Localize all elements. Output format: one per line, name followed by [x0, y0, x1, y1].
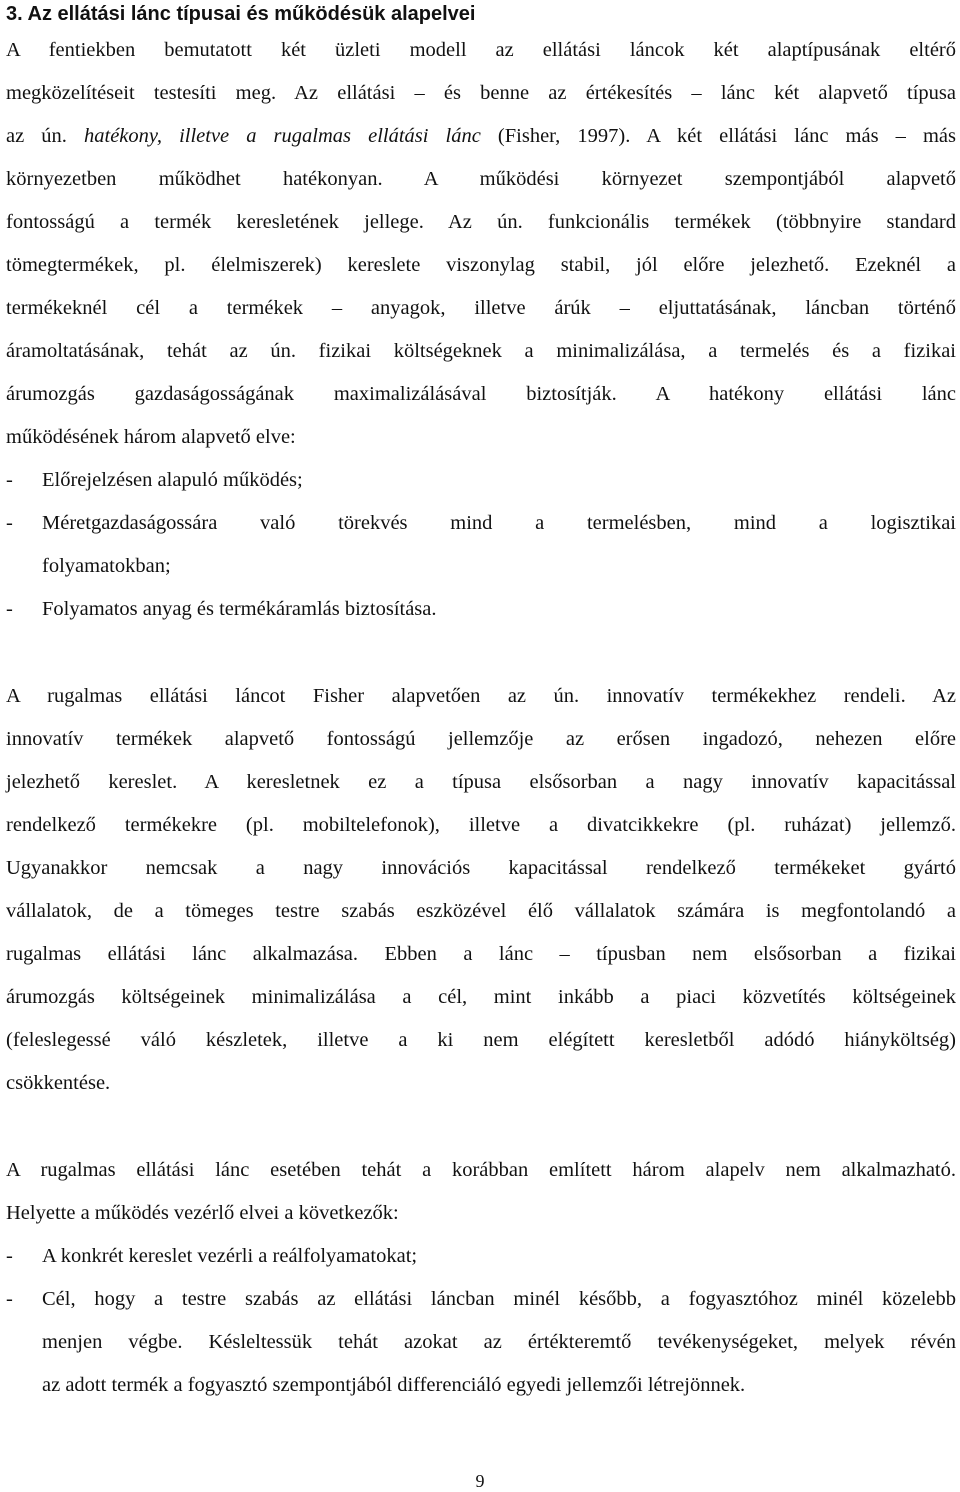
p1-line-9: árumozgás gazdaságosságának maximalizálásával biztosítják. A hatékony ellátási lánc [6, 383, 956, 405]
p1-line-1: A fentiekben bemutatott két üzleti modell az ellátási láncok két alaptípusának eltérő [6, 39, 956, 61]
section-heading: 3. Az ellátási lánc típusai és működésük alapelvei [6, 3, 476, 25]
p1-line-3 [6, 121, 956, 151]
p1-line-3-italic: hatékony, illetve a rugalmas ellátási lánc [84, 125, 481, 147]
list1-item-2: Méretgazdaságossára való törekvés mind a termelésben, mind a logisztikai [42, 512, 956, 534]
list1-bullet-2: - [6, 512, 13, 534]
list1-bullet-1: - [6, 469, 13, 491]
p2-line-4: rendelkező termékekre (pl. mobiltelefonok), illetve a divatcikkekre (pl. ruházat) jellemző. [6, 814, 956, 836]
p2-line-5: Ugyanakkor nemcsak a nagy innovációs kapacitással rendelkező termékeket gyártó [6, 857, 956, 879]
p2-line-2: innovatív termékek alapvető fontosságú jellemzője az erősen ingadozó, nehezen előre [6, 728, 956, 750]
list2-item-1: A konkrét kereslet vezérli a reálfolyamatokat; [42, 1245, 418, 1267]
p1-line-4: környezetben működhet hatékonyan. A működési környezet szempontjából alapvető [6, 168, 956, 190]
p2-line-8: árumozgás költségeinek minimalizálása a cél, mint inkább a piaci közvetítés költségeinek [6, 986, 956, 1008]
p1-line-2: megközelítéseit testesíti meg. Az ellátási – és benne az értékesítés – lánc két alapvető típusa [6, 82, 956, 104]
list2-bullet-2: - [6, 1288, 13, 1310]
list1-item-3: Folyamatos anyag és termékáramlás biztosítása. [42, 598, 437, 620]
list1-item-2-cont: folyamatokban; [42, 555, 171, 577]
list1-bullet-3: - [6, 598, 13, 620]
p2-line-6: vállalatok, de a tömeges testre szabás eszközével élő vállalatok számára is megfontolandó a [6, 900, 956, 922]
p3-line-2: Helyette a működés vezérlő elvei a következők: [6, 1202, 399, 1224]
p1-line-10: működésének három alapvető elve: [6, 426, 296, 448]
p1-line-5: fontosságú a termék keresletének jellege. Az ún. funkcionális termékek (többnyire standard [6, 211, 956, 233]
p2-line-1: A rugalmas ellátási láncot Fisher alapvetően az ún. innovatív termékekhez rendeli. Az [6, 685, 956, 707]
p1-line-3-b: (Fisher, 1997). A két ellátási lánc más – más [480, 125, 956, 147]
p1-line-8: áramoltatásának, tehát az ún. fizikai költségeknek a minimalizálása, a termelés és a fizikai [6, 340, 956, 362]
p1-line-3-a: az ún. [6, 125, 84, 147]
list2-item-2-cont-2: az adott termék a fogyasztó szempontjából differenciáló egyedi jellemzői létrejönnek. [42, 1374, 746, 1396]
page-number: 9 [475, 1471, 485, 1491]
list2-bullet-1: - [6, 1245, 13, 1267]
p2-line-7: rugalmas ellátási lánc alkalmazása. Ebben a lánc – típusban nem elsősorban a fizikai [6, 943, 956, 965]
list1-item-1: Előrejelzésen alapuló működés; [42, 469, 303, 491]
p1-line-7: termékeknél cél a termékek – anyagok, illetve árúk – eljuttatásának, láncban történő [6, 297, 956, 319]
p2-line-10: csökkentése. [6, 1072, 111, 1094]
list2-item-2: Cél, hogy a testre szabás az ellátási láncban minél később, a fogyasztóhoz minél közelebb [42, 1288, 956, 1310]
p1-line-6: tömegtermékek, pl. élelmiszerek) kereslete viszonylag stabil, jól előre jelezhető. Ezeknél a [6, 254, 956, 276]
p3-line-1: A rugalmas ellátási lánc esetében tehát a korábban említett három alapelv nem alkalmazható. [6, 1159, 956, 1181]
list2-item-2-cont-1: menjen végbe. Késleltessük tehát azokat az értékteremtő tevékenységeket, melyek révén [42, 1331, 956, 1353]
p2-line-3: jelezhető kereslet. A keresletnek ez a típusa elsősorban a nagy innovatív kapacitással [6, 771, 956, 793]
p2-line-9: (feleslegessé váló készletek, illetve a ki nem elégített keresletből adódó hiányköltség) [6, 1029, 956, 1051]
